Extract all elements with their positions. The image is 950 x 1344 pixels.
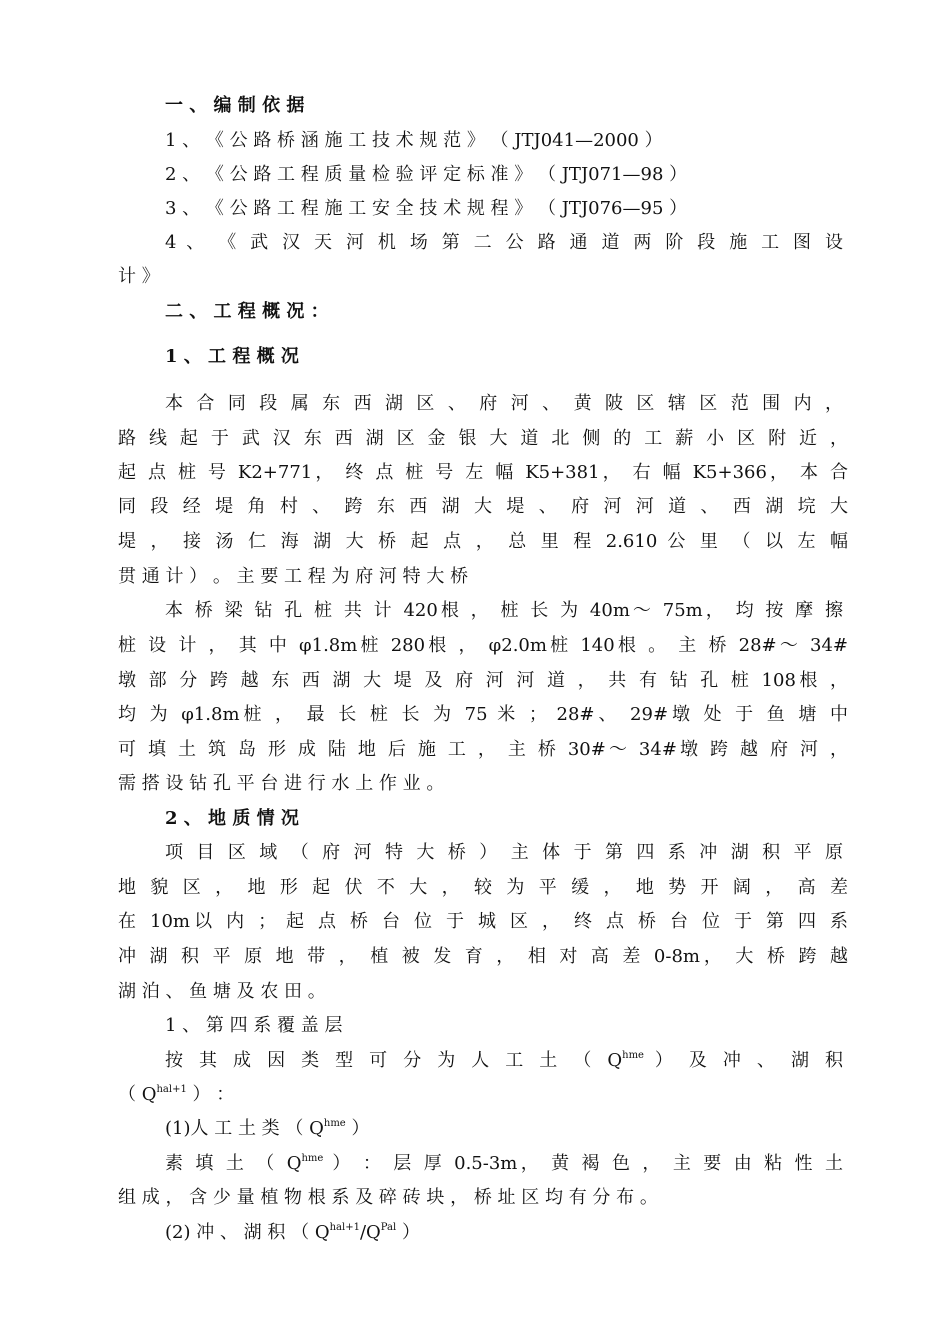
fill-soil-text-2: ） ： 层 厚 0.5-3m， 黄 褐 色 ， 主 要 由 粘 性 土 — [323, 1153, 843, 1174]
item-artificial-soil — [165, 1117, 369, 1141]
cause-type-line2-text: （ Q — [118, 1084, 157, 1105]
item-alluvial — [165, 1221, 420, 1245]
fill-soil-line — [165, 1152, 843, 1176]
overview-para1-line6: 贯 通 计 ） 。 主 要 工 程 为 府 河 特 大 桥 — [118, 566, 469, 587]
geology-para-line5: 湖 泊 、 鱼 塘 及 农 田 。 — [118, 981, 326, 1002]
overview-para1-line5: 堤 ， 接 汤 仁 海 湖 大 桥 起 点 ， 总 里 程 2.610 公 里 （ 以 左 幅 — [118, 531, 848, 552]
geology-para-line4: 冲 湖 积 平 原 地 带 ， 植 被 发 育 ， 相 对 高 差 0-8m， 大 桥 跨 越 — [118, 946, 848, 967]
fill-soil-text: 素 填 土 （ Q — [165, 1153, 302, 1174]
basis-item-3: 3 、 《 公 路 工 程 施 工 安 全 技 术 规 程 》 （ JTJ076—95 ） — [165, 198, 688, 219]
basis-item-2: 2 、 《 公 路 工 程 质 量 检 验 评 定 标 准 》 （ JTJ071—98 ） — [165, 164, 688, 185]
item-alluvial-sup-2: Pal — [380, 1222, 397, 1233]
overview-para2-line3: 墩 部 分 跨 越 东 西 湖 大 堤 及 府 河 河 道 ， 共 有 钻 孔 桩 108根 ， — [118, 670, 848, 691]
subsection-heading-overview: 1 、 工 程 概 况 — [165, 346, 299, 367]
cause-type-text-2: ） 及 冲 、 湖 积 — [643, 1050, 843, 1071]
item-alluvial-text: (2) 冲 、 湖 积 （ Q — [165, 1222, 330, 1243]
section-heading-project-overview: 二 、 工 程 概 况 ： — [165, 301, 329, 322]
quaternary-cover-heading: 1 、 第 四 系 覆 盖 层 — [165, 1015, 343, 1036]
overview-para2-line5: 可 填 土 筑 岛 形 成 陆 地 后 施 工 ， 主 桥 30#～ 34#墩 跨 越 府 河 ， — [118, 739, 848, 760]
overview-para2-line2: 桩 设 计 ， 其 中 φ1.8m桩 280根 ， φ2.0m桩 140根 。 主 桥 28#～ 34# — [118, 635, 848, 656]
item-alluvial-mid: /Q — [359, 1222, 381, 1243]
overview-para2-line6: 需 搭 设 钻 孔 平 台 进 行 水 上 作 业 。 — [118, 773, 445, 794]
cause-type-text: 按 其 成 因 类 型 可 分 为 人 工 土 （ Q — [165, 1050, 623, 1071]
basis-item-1: 1 、 《 公 路 桥 涵 施 工 技 术 规 范 》 （ JTJ041—2000 ） — [165, 130, 663, 151]
section-heading-compilation-basis: 一 、 编 制 依 据 — [165, 95, 305, 116]
geology-para-line3: 在 10m以 内 ； 起 点 桥 台 位 于 城 区 ， 终 点 桥 台 位 于 第 四 系 — [118, 911, 848, 932]
subsection-heading-geology: 2 、 地 质 情 况 — [165, 808, 299, 829]
overview-para2-line1: 本 桥 梁 钻 孔 桩 共 计 420根 ， 桩 长 为 40m～ 75m， 均 按 摩 擦 — [165, 600, 843, 621]
item-alluvial-end: ） — [396, 1222, 420, 1243]
cause-type-sup-hal: hal+1 — [156, 1084, 187, 1095]
cause-type-line — [165, 1049, 843, 1073]
cause-type-line-2 — [118, 1083, 234, 1107]
cause-type-sup-hme: hme — [622, 1050, 644, 1061]
overview-para1-line4: 同 段 经 堤 角 村 、 跨 东 西 湖 大 堤 、 府 河 河 道 、 西 湖 垸 大 — [118, 496, 848, 517]
basis-item-4: 4 、 《 武 汉 天 河 机 场 第 二 公 路 通 道 两 阶 段 施 工 图 设 — [165, 232, 843, 253]
fill-soil-line-2: 组 成 ， 含 少 量 植 物 根 系 及 碎 砖 块 ， 桥 址 区 均 有 分 布 。 — [118, 1187, 658, 1208]
overview-para1-line3: 起 点 桩 号 K2+771， 终 点 桩 号 左 幅 K5+381， 右 幅 K5+366， 本 合 — [118, 462, 848, 483]
item-artificial-soil-text: (1)人 工 土 类 （ Q — [165, 1118, 324, 1139]
item-alluvial-sup-1: hal+1 — [329, 1222, 360, 1233]
item-artificial-soil-end: ） — [345, 1118, 370, 1139]
basis-item-4-cont: 计 》 — [118, 266, 160, 287]
overview-para2-line4: 均 为 φ1.8m桩 ， 最 长 桩 长 为 75 米 ； 28#、 29#墩 处 于 鱼 塘 中 — [118, 704, 848, 725]
fill-soil-sup: hme — [301, 1153, 324, 1164]
overview-para1-line1: 本 合 同 段 属 东 西 湖 区 、 府 河 、 黄 陂 区 辖 区 范 围 内 ， — [165, 393, 843, 414]
overview-para1-line2: 路 线 起 于 武 汉 东 西 湖 区 金 银 大 道 北 侧 的 工 薪 小 区 附 近 ， — [118, 428, 848, 449]
item-artificial-soil-sup: hme — [323, 1118, 346, 1129]
geology-para-line2: 地 貌 区 ， 地 形 起 伏 不 大 ， 较 为 平 缓 ， 地 势 开 阔 ， 高 差 — [118, 877, 848, 898]
cause-type-line2-end: ） ： — [186, 1084, 235, 1105]
geology-para-line1: 项 目 区 域 （ 府 河 特 大 桥 ） 主 体 于 第 四 系 冲 湖 积 平 原 — [165, 842, 843, 863]
